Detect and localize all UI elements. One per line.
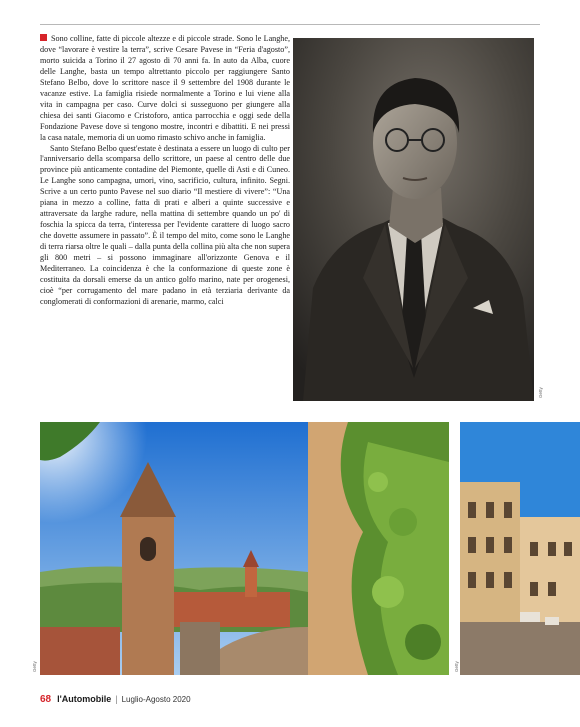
landscape-photo (40, 422, 308, 675)
portrait-photo-credit: Getty (538, 387, 543, 398)
paragraph-1-text: Sono colline, fatte di piccole altezze e di piccole strade. Sono le Langhe, dove “lavorare è vestire la terra”, scrive Cesare Pavese in “Feria d'agosto”, morto suicida a Torino il 27 agosto di 70 anni fa. In auto da Alba, cuore delle Langhe, basta un tempo altrettanto piccolo per raggiungere Santo Stefano Belbo, dove lo scrittore nasce il 9 settembre del 1908 durante le vacanze estive. La famiglia risiede normalmente a Torino e lui viene alla vita in campagna per caso. Curve dolci si susseguono per giungere alla chiesa dei santi Giacomo e Cristoforo, antica parrocchia e oggi sede della Fondazione Pavese dove si tengono mostre, incontri e dibattiti. E nei pressi la casa natale, memoria di un uomo rimasto schivo anche in famiglia. (40, 34, 290, 142)
magazine-name: l'Automobile (57, 694, 112, 704)
article-body (40, 34, 290, 308)
top-rule (40, 24, 540, 25)
issue-date: Luglio-Agosto 2020 (121, 694, 191, 704)
portrait-illustration (293, 38, 534, 401)
page-footer (40, 692, 191, 706)
footer-separator: | (115, 694, 118, 704)
portrait-photo (293, 38, 534, 401)
paragraph-2: Santo Stefano Belbo quest'estate è destinata a essere un luogo di culto per l'anniversario della scomparsa dello scrittore, un paese al centro delle due province più anticamente contadine del Piemonte, quelle di Asti e di Cuneo. Le Langhe sono campagna, umori, vino, sacrificio, cultura, infinito. Segni. Scrive a un certo punto Pavese nel suo diario “Il mestiere di vivere”: “Una piana in mezzo a colline, fatta di prati e alberi a quinte successive e attraversate da larghe radure, nella mattina di settembre quando un po' di foschia la spicca da terra, t'interessa per l'evidente carattere di luogo sacro che dovette assumere in passato”. È il tempo del mito, come sono le Langhe di terra riarsa oltre le quali – dalla punta della collina più alta che non supera gli 800 metri – si possono immaginare all'orizzonte Genova e il Mediterraneo. La coincidenza è che la conformazione di queste zone è costituita da dorsali emerse da un antico golfo marino, nate per orogenesi, cioè “per corrugamento del mare padano in età terziaria derivante da conglomerati di conformazioni di arenarie, marmo, calci (40, 143, 290, 306)
page-number: 68 (40, 693, 52, 705)
street-illustration (460, 422, 580, 675)
paragraph-1 (40, 34, 290, 144)
red-square-icon (40, 34, 47, 41)
ivy-wall-photo (308, 422, 449, 675)
street-photo (460, 422, 580, 675)
ivy-wall-illustration (308, 422, 449, 675)
street-photo-credit: Getty (454, 661, 459, 672)
landscape-photo-credit: Getty (32, 661, 37, 672)
landscape-illustration (40, 422, 308, 675)
